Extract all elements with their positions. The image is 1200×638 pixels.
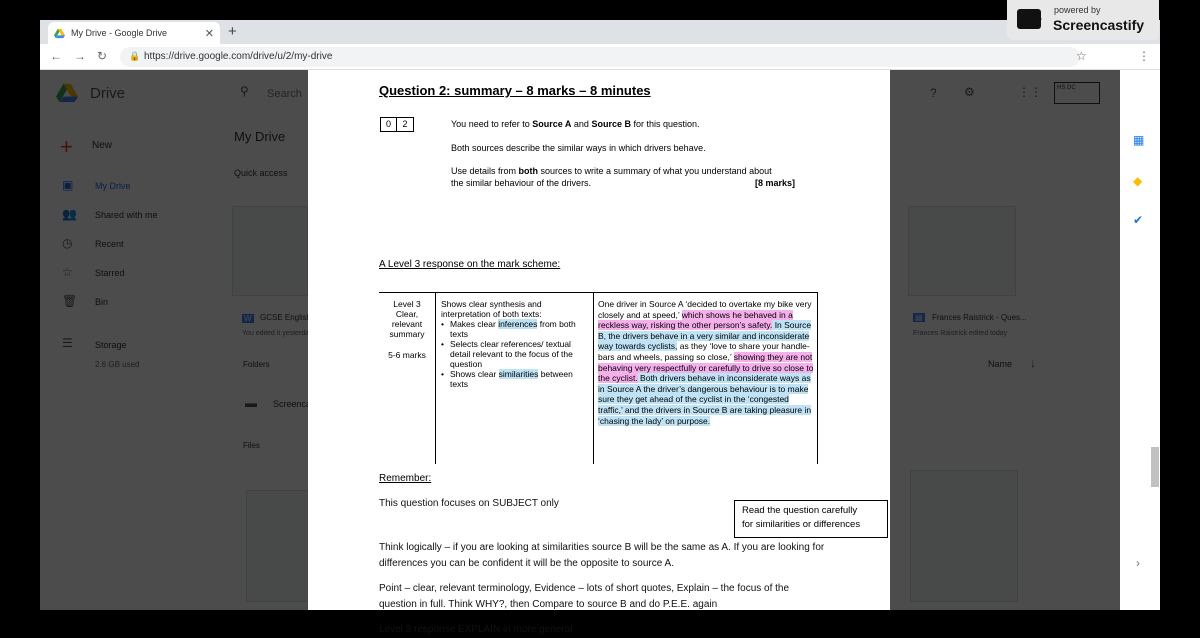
- level-descriptor: relevant: [391, 319, 423, 329]
- side-panel: [1120, 70, 1160, 610]
- paragraph-logic: Think logically – if you are looking at similarities source B will be the same as A. If you are looking for differences you can be confident it will be the opposite to source A.: [379, 542, 825, 569]
- tab-strip: [40, 20, 1160, 44]
- response-text: One driver in Source A ‘decided to overtake my bike very closely and at speed,’: [598, 299, 812, 320]
- criteria-list: [441, 319, 589, 389]
- scrollbar-thumb[interactable]: [1151, 447, 1159, 487]
- level-column: [379, 293, 435, 464]
- response-highlight-blue: Both drivers behave in inconsiderate ways as in Source A the driver’s dangerous behaviour is to make sure they get ahead of the cyclist in the ‘congested traffic,’ and the drivers in Source B are taking pleasure in ‘chasing the lady’ on purpose.: [598, 373, 812, 426]
- marks-label: [8 marks]: [755, 178, 796, 188]
- criteria-column: [435, 293, 594, 464]
- instruction-3: Use details from both sources to write a summary of what you understand about: [451, 166, 772, 176]
- calendar-icon[interactable]: ▦: [1133, 133, 1145, 147]
- expand-chevron-icon[interactable]: ›: [1136, 556, 1140, 570]
- remember-heading: Remember:: [379, 473, 432, 484]
- tip-line: Read the question carefully: [742, 505, 858, 516]
- instruction-1: You need to refer to Source A and Source B for this question.: [451, 119, 700, 129]
- screencastify-badge: [1007, 0, 1159, 40]
- question-title: Question 2: summary – 8 marks – 8 minutes: [379, 83, 651, 98]
- criteria-item: • Selects clear references/ textual detail relevant to the focus of the question: [441, 339, 589, 369]
- criteria-item: • Makes clear inferences from both texts: [441, 319, 589, 339]
- tab-title: My Drive - Google Drive: [71, 28, 168, 38]
- criteria-item: • Shows clear similarities between texts: [441, 369, 589, 389]
- new-tab-icon[interactable]: +: [228, 23, 237, 40]
- level-descriptor: summary: [389, 329, 425, 339]
- menu-icon[interactable]: ⋮: [1138, 49, 1150, 63]
- document-preview: [308, 70, 890, 635]
- level-label: Level 3: [393, 299, 421, 309]
- question-number-digit: 2: [402, 119, 408, 129]
- close-tab-icon[interactable]: ✕: [204, 27, 214, 40]
- paragraph-level3: Level 3 response EXPLAIN in more general: [379, 624, 573, 635]
- google-drive-icon: [54, 28, 65, 39]
- url-field[interactable]: [120, 47, 1080, 67]
- marks-range: 5-6 marks: [388, 350, 426, 360]
- tasks-icon[interactable]: ✔: [1133, 213, 1144, 227]
- response-highlight-pink: showing they are not behaving very respectfully or carefully to drive so close to the cyclist.: [598, 351, 814, 384]
- screen: [40, 20, 1160, 635]
- mark-scheme-table: [379, 292, 818, 463]
- level-descriptor: Clear,: [395, 309, 419, 319]
- question-number-digit: 0: [381, 118, 397, 131]
- instruction-4: the similar behaviour of the drivers.: [451, 178, 592, 188]
- instruction-2: Both sources describe the similar ways in which drivers behave.: [451, 143, 706, 153]
- lock-icon: 🔒: [129, 51, 141, 61]
- screencastify-name: Screencastify: [1053, 17, 1145, 33]
- response-highlight-pink: which shows he behaved in a reckless way, risking the other person’s safety.: [598, 309, 793, 331]
- level-heading: A Level 3 response on the mark scheme:: [379, 259, 561, 270]
- example-response-column: [594, 293, 818, 464]
- bookmark-star-icon[interactable]: ☆: [1076, 49, 1087, 63]
- paragraph-pee: Point – clear, relevant terminology, Evidence – lots of short quotes, Explain – the focus of the question in full. Think WHY?, then Compare to source B and do P.E.E. again: [379, 583, 790, 610]
- browser-tab[interactable]: [48, 22, 220, 44]
- question-number-box: [380, 117, 414, 132]
- url-text: https://drive.google.com/drive/u/2/my-drive: [144, 51, 333, 62]
- powered-by-label: powered by: [1054, 5, 1101, 15]
- criteria-intro: Shows clear synthesis and interpretation of both texts:: [441, 299, 542, 319]
- response-highlight-blue: In Source B, the drivers behave in a very similar and inconsiderate way towards cyclists,: [598, 320, 812, 352]
- tip-box: [734, 500, 888, 538]
- response-text: as they ‘love to share your handle-bars and wheels, passing so close,’: [598, 341, 810, 362]
- tip-line: for similarities or differences: [742, 519, 861, 530]
- address-bar: [40, 44, 1160, 70]
- back-icon[interactable]: ←: [50, 49, 62, 63]
- screencastify-logo-icon: [1017, 9, 1041, 29]
- reload-icon[interactable]: ↻: [97, 49, 108, 63]
- forward-icon[interactable]: →: [74, 49, 86, 63]
- focus-note: This question focuses on SUBJECT only: [379, 498, 559, 509]
- keep-icon[interactable]: ◆: [1133, 174, 1143, 188]
